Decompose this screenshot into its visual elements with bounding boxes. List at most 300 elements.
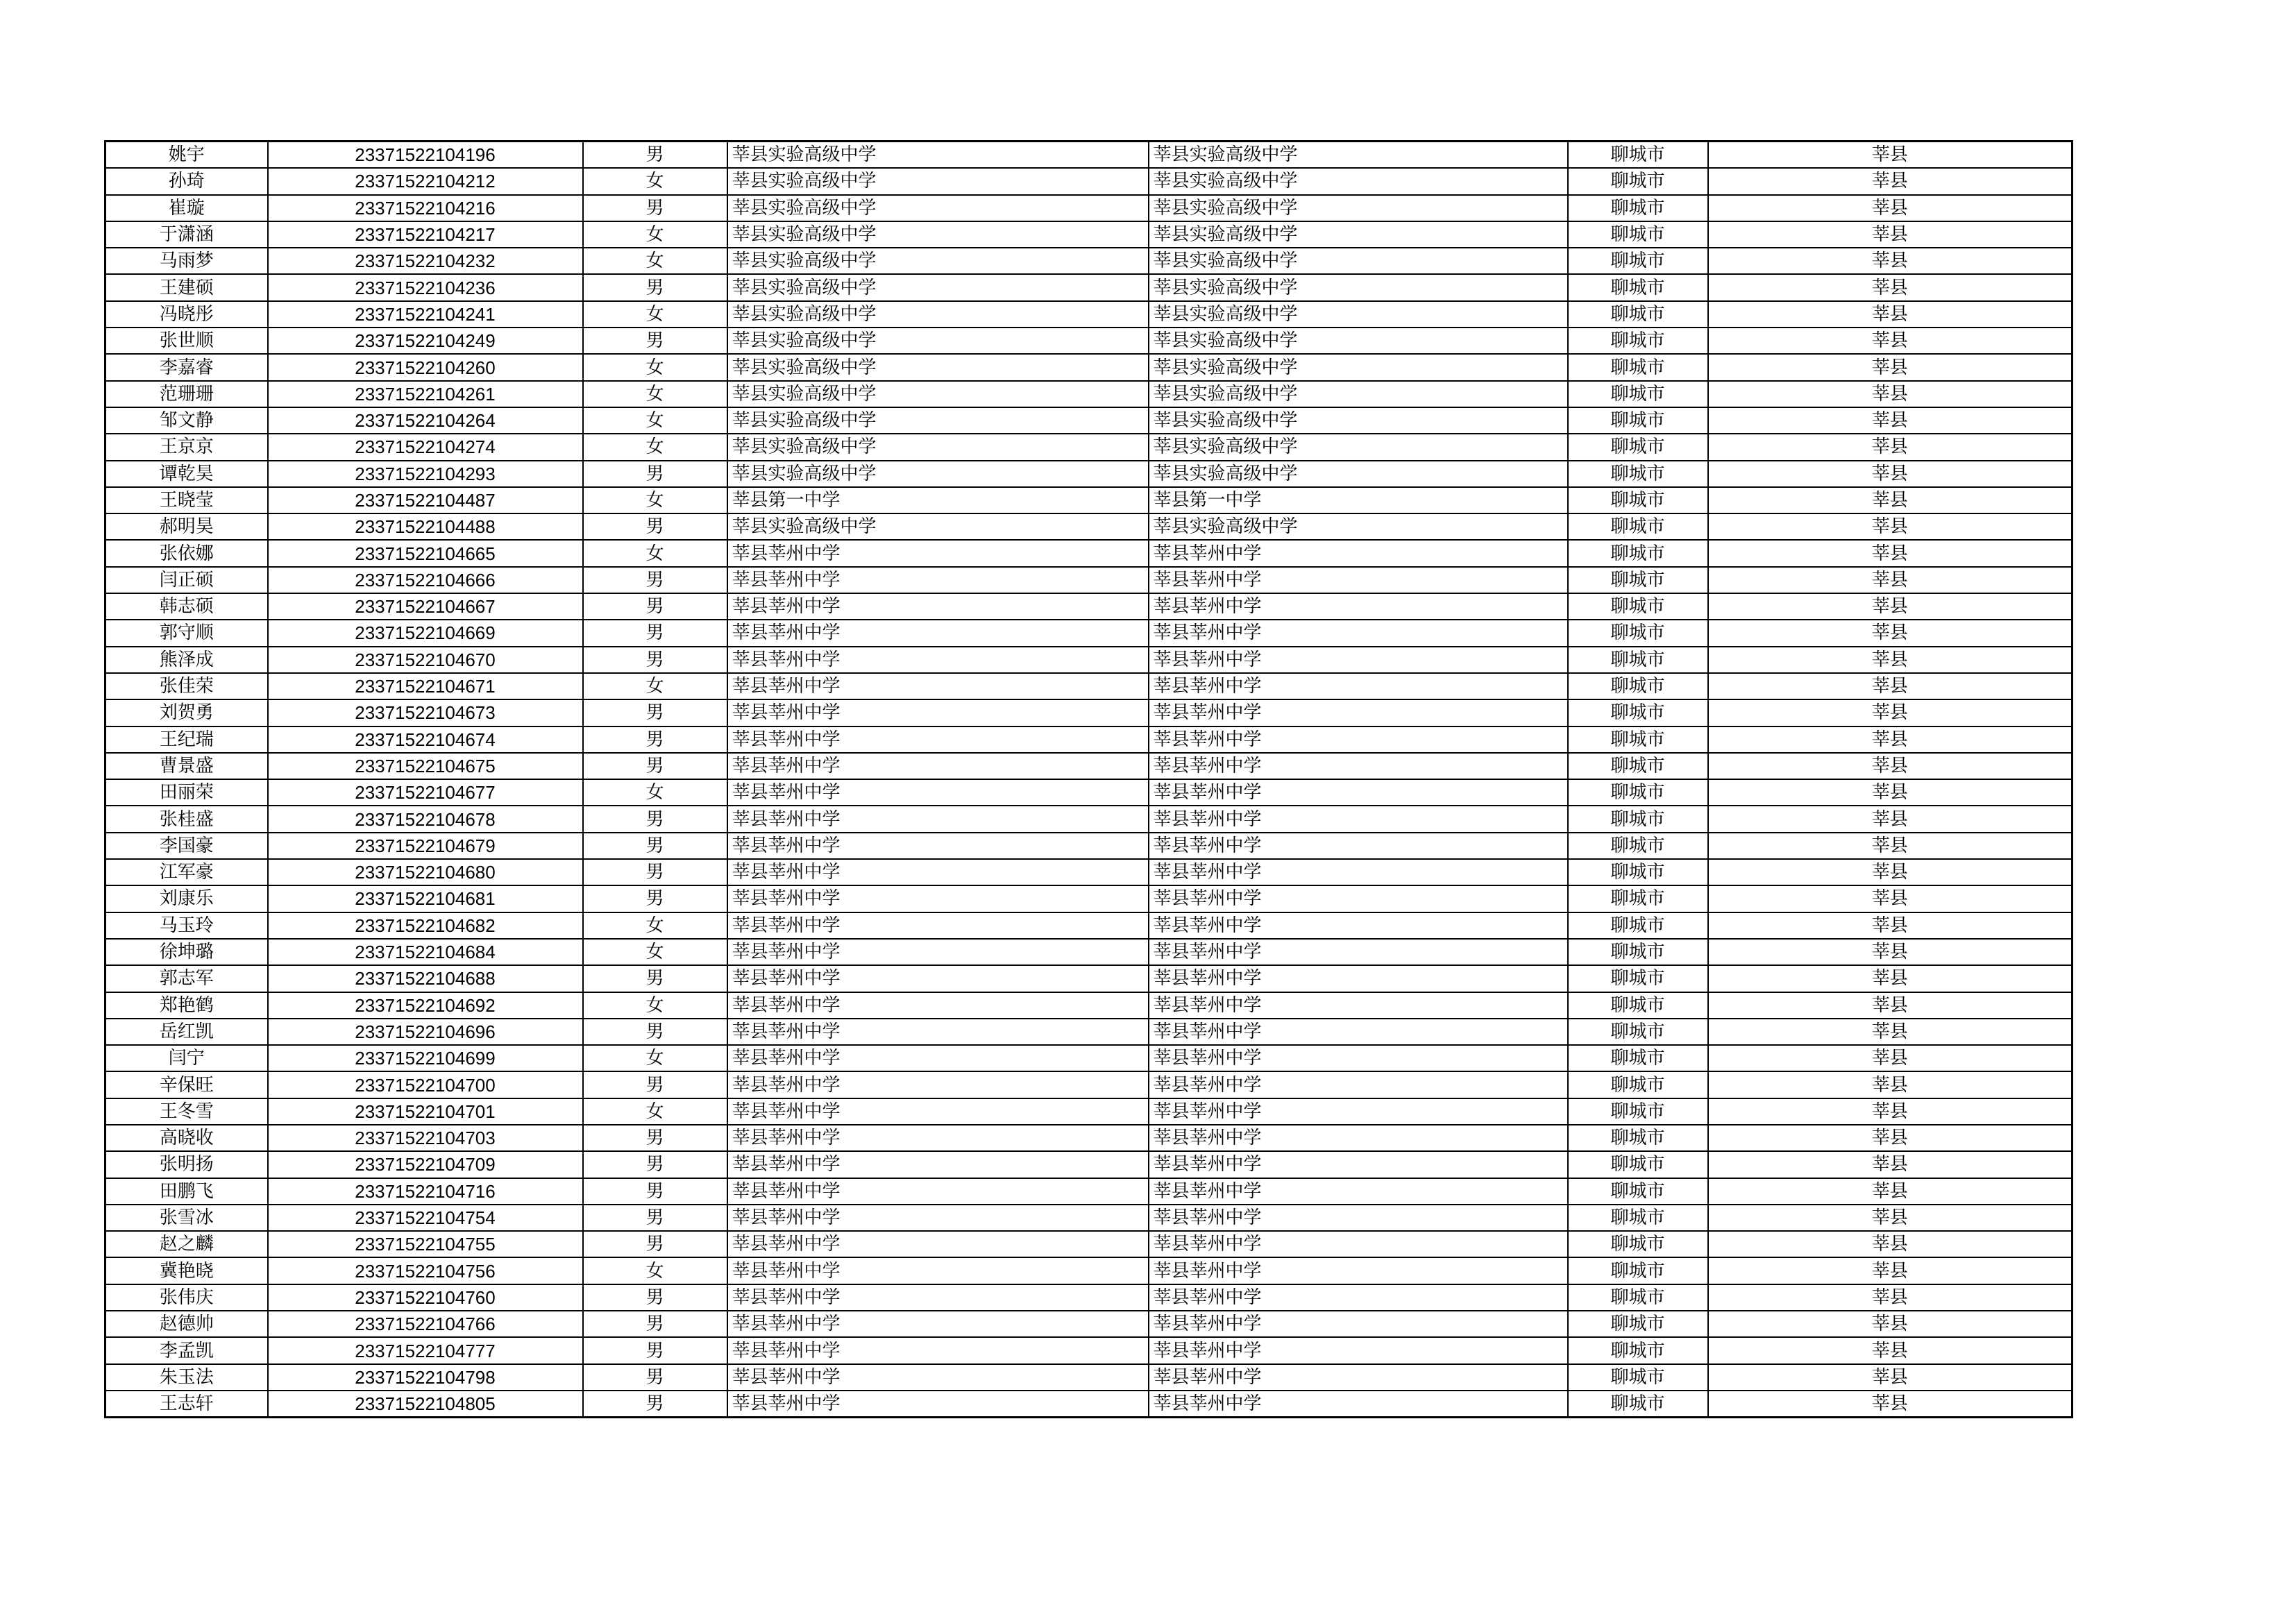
gender-cell: 男 (583, 1178, 727, 1205)
table-row (105, 1311, 2073, 1337)
student-name-cell: 田丽荣 (105, 779, 268, 806)
student-name-cell: 朱玉法 (105, 1364, 268, 1391)
exam-number-cell: 23371522104688 (268, 965, 583, 992)
school-cell: 莘县实验高级中学 (727, 221, 1149, 248)
exam-site-cell: 莘县莘州中学 (1149, 540, 1568, 566)
gender-cell: 男 (583, 620, 727, 646)
city-cell: 聊城市 (1568, 593, 1708, 620)
school-cell: 莘县莘州中学 (727, 1045, 1149, 1071)
exam-site-cell: 莘县实验高级中学 (1149, 354, 1568, 380)
exam-site-cell: 莘县莘州中学 (1149, 753, 1568, 779)
exam-site-cell: 莘县莘州中学 (1149, 1391, 1568, 1418)
gender-cell: 男 (583, 806, 727, 832)
exam-number-cell: 23371522104699 (268, 1045, 583, 1071)
city-cell: 聊城市 (1568, 1151, 1708, 1178)
exam-number-cell: 23371522104232 (268, 248, 583, 274)
table-row (105, 647, 2073, 673)
exam-number-cell: 23371522104680 (268, 859, 583, 885)
county-cell: 莘县 (1708, 1257, 2073, 1284)
school-cell: 莘县实验高级中学 (727, 328, 1149, 354)
student-name-cell: 韩志硕 (105, 593, 268, 620)
student-name-cell: 冀艳晓 (105, 1257, 268, 1284)
county-cell: 莘县 (1708, 221, 2073, 248)
county-cell: 莘县 (1708, 965, 2073, 992)
exam-site-cell: 莘县莘州中学 (1149, 912, 1568, 939)
exam-site-cell: 莘县莘州中学 (1149, 567, 1568, 593)
city-cell: 聊城市 (1568, 1337, 1708, 1363)
city-cell: 聊城市 (1568, 833, 1708, 859)
table-row (105, 487, 2073, 513)
city-cell: 聊城市 (1568, 1071, 1708, 1098)
gender-cell: 男 (583, 461, 727, 487)
gender-cell: 女 (583, 301, 727, 328)
exam-number-cell: 23371522104682 (268, 912, 583, 939)
exam-number-cell: 23371522104196 (268, 142, 583, 169)
exam-site-cell: 莘县莘州中学 (1149, 1045, 1568, 1071)
gender-cell: 男 (583, 753, 727, 779)
exam-number-cell: 23371522104716 (268, 1178, 583, 1205)
table-row (105, 620, 2073, 646)
table-row (105, 833, 2073, 859)
student-name-cell: 王建硕 (105, 274, 268, 300)
school-cell: 莘县实验高级中学 (727, 407, 1149, 434)
school-cell: 莘县莘州中学 (727, 567, 1149, 593)
exam-number-cell: 23371522104665 (268, 540, 583, 566)
gender-cell: 男 (583, 567, 727, 593)
school-cell: 莘县实验高级中学 (727, 142, 1149, 169)
exam-site-cell: 莘县实验高级中学 (1149, 407, 1568, 434)
student-name-cell: 高晓收 (105, 1125, 268, 1151)
school-cell: 莘县莘州中学 (727, 1019, 1149, 1045)
school-cell: 莘县莘州中学 (727, 1071, 1149, 1098)
county-cell: 莘县 (1708, 779, 2073, 806)
school-cell: 莘县实验高级中学 (727, 354, 1149, 380)
exam-number-cell: 23371522104777 (268, 1337, 583, 1363)
county-cell: 莘县 (1708, 1205, 2073, 1231)
county-cell: 莘县 (1708, 142, 2073, 169)
school-cell: 莘县莘州中学 (727, 1098, 1149, 1125)
table-row (105, 885, 2073, 912)
student-name-cell: 马雨梦 (105, 248, 268, 274)
exam-number-cell: 23371522104487 (268, 487, 583, 513)
gender-cell: 男 (583, 1337, 727, 1363)
school-cell: 莘县莘州中学 (727, 779, 1149, 806)
exam-site-cell: 莘县莘州中学 (1149, 1151, 1568, 1178)
exam-number-cell: 23371522104669 (268, 620, 583, 646)
student-name-cell: 王晓莹 (105, 487, 268, 513)
county-cell: 莘县 (1708, 195, 2073, 221)
gender-cell: 男 (583, 1231, 727, 1257)
school-cell: 莘县莘州中学 (727, 885, 1149, 912)
exam-site-cell: 莘县莘州中学 (1149, 699, 1568, 726)
exam-site-cell: 莘县莘州中学 (1149, 833, 1568, 859)
gender-cell: 女 (583, 248, 727, 274)
county-cell: 莘县 (1708, 806, 2073, 832)
city-cell: 聊城市 (1568, 434, 1708, 460)
exam-site-cell: 莘县实验高级中学 (1149, 195, 1568, 221)
table-row (105, 673, 2073, 699)
city-cell: 聊城市 (1568, 354, 1708, 380)
gender-cell: 男 (583, 833, 727, 859)
city-cell: 聊城市 (1568, 513, 1708, 540)
exam-site-cell: 莘县莘州中学 (1149, 620, 1568, 646)
student-name-cell: 闫正硕 (105, 567, 268, 593)
table-row (105, 1391, 2073, 1418)
city-cell: 聊城市 (1568, 567, 1708, 593)
county-cell: 莘县 (1708, 885, 2073, 912)
gender-cell: 女 (583, 434, 727, 460)
student-name-cell: 王纪瑞 (105, 726, 268, 753)
exam-number-cell: 23371522104236 (268, 274, 583, 300)
school-cell: 莘县莘州中学 (727, 673, 1149, 699)
school-cell: 莘县莘州中学 (727, 1337, 1149, 1363)
table-row (105, 1257, 2073, 1284)
exam-site-cell: 莘县莘州中学 (1149, 1071, 1568, 1098)
county-cell: 莘县 (1708, 567, 2073, 593)
table-row (105, 221, 2073, 248)
table-row (105, 912, 2073, 939)
table-row (105, 354, 2073, 380)
exam-site-cell: 莘县莘州中学 (1149, 1098, 1568, 1125)
school-cell: 莘县莘州中学 (727, 647, 1149, 673)
exam-number-cell: 23371522104701 (268, 1098, 583, 1125)
city-cell: 聊城市 (1568, 540, 1708, 566)
city-cell: 聊城市 (1568, 1231, 1708, 1257)
student-name-cell: 郝明昊 (105, 513, 268, 540)
table-row (105, 726, 2073, 753)
county-cell: 莘县 (1708, 620, 2073, 646)
exam-site-cell: 莘县莘州中学 (1149, 779, 1568, 806)
city-cell: 聊城市 (1568, 461, 1708, 487)
table-row (105, 753, 2073, 779)
table-row (105, 513, 2073, 540)
school-cell: 莘县莘州中学 (727, 726, 1149, 753)
school-cell: 莘县实验高级中学 (727, 195, 1149, 221)
exam-site-cell: 莘县实验高级中学 (1149, 274, 1568, 300)
table-row (105, 965, 2073, 992)
gender-cell: 男 (583, 1151, 727, 1178)
gender-cell: 女 (583, 407, 727, 434)
school-cell: 莘县实验高级中学 (727, 381, 1149, 407)
county-cell: 莘县 (1708, 1391, 2073, 1418)
school-cell: 莘县实验高级中学 (727, 461, 1149, 487)
exam-site-cell: 莘县莘州中学 (1149, 992, 1568, 1019)
exam-number-cell: 23371522104666 (268, 567, 583, 593)
exam-number-cell: 23371522104684 (268, 939, 583, 965)
student-name-cell: 王京京 (105, 434, 268, 460)
county-cell: 莘县 (1708, 328, 2073, 354)
gender-cell: 男 (583, 647, 727, 673)
county-cell: 莘县 (1708, 992, 2073, 1019)
school-cell: 莘县莘州中学 (727, 912, 1149, 939)
exam-site-cell: 莘县莘州中学 (1149, 1231, 1568, 1257)
exam-site-cell: 莘县莘州中学 (1149, 806, 1568, 832)
gender-cell: 男 (583, 699, 727, 726)
city-cell: 聊城市 (1568, 753, 1708, 779)
exam-number-cell: 23371522104264 (268, 407, 583, 434)
table-row (105, 992, 2073, 1019)
student-name-cell: 郭守顺 (105, 620, 268, 646)
student-name-cell: 闫宁 (105, 1045, 268, 1071)
student-name-cell: 张伟庆 (105, 1284, 268, 1311)
gender-cell: 女 (583, 939, 727, 965)
exam-site-cell: 莘县莘州中学 (1149, 1337, 1568, 1363)
school-cell: 莘县实验高级中学 (727, 248, 1149, 274)
exam-number-cell: 23371522104703 (268, 1125, 583, 1151)
school-cell: 莘县莘州中学 (727, 1311, 1149, 1337)
exam-number-cell: 23371522104216 (268, 195, 583, 221)
gender-cell: 女 (583, 779, 727, 806)
table-row (105, 1364, 2073, 1391)
exam-number-cell: 23371522104212 (268, 168, 583, 194)
table-row (105, 779, 2073, 806)
exam-number-cell: 23371522104681 (268, 885, 583, 912)
county-cell: 莘县 (1708, 1151, 2073, 1178)
student-name-cell: 田鹏飞 (105, 1178, 268, 1205)
table-row (105, 859, 2073, 885)
exam-site-cell: 莘县实验高级中学 (1149, 328, 1568, 354)
city-cell: 聊城市 (1568, 647, 1708, 673)
table-row (105, 407, 2073, 434)
school-cell: 莘县莘州中学 (727, 753, 1149, 779)
city-cell: 聊城市 (1568, 168, 1708, 194)
school-cell: 莘县莘州中学 (727, 1178, 1149, 1205)
city-cell: 聊城市 (1568, 1391, 1708, 1418)
exam-number-cell: 23371522104756 (268, 1257, 583, 1284)
student-name-cell: 孙琦 (105, 168, 268, 194)
exam-site-cell: 莘县莘州中学 (1149, 965, 1568, 992)
exam-site-cell: 莘县实验高级中学 (1149, 381, 1568, 407)
school-cell: 莘县莘州中学 (727, 1284, 1149, 1311)
gender-cell: 男 (583, 1284, 727, 1311)
gender-cell: 女 (583, 221, 727, 248)
student-name-cell: 江军豪 (105, 859, 268, 885)
city-cell: 聊城市 (1568, 1019, 1708, 1045)
exam-number-cell: 23371522104488 (268, 513, 583, 540)
student-name-cell: 赵德帅 (105, 1311, 268, 1337)
exam-site-cell: 莘县实验高级中学 (1149, 168, 1568, 194)
exam-number-cell: 23371522104217 (268, 221, 583, 248)
table-row (105, 1098, 2073, 1125)
county-cell: 莘县 (1708, 699, 2073, 726)
exam-number-cell: 23371522104678 (268, 806, 583, 832)
student-name-cell: 姚宇 (105, 142, 268, 169)
city-cell: 聊城市 (1568, 142, 1708, 169)
gender-cell: 男 (583, 513, 727, 540)
exam-number-cell: 23371522104274 (268, 434, 583, 460)
county-cell: 莘县 (1708, 1071, 2073, 1098)
gender-cell: 男 (583, 1311, 727, 1337)
county-cell: 莘县 (1708, 647, 2073, 673)
county-cell: 莘县 (1708, 912, 2073, 939)
student-name-cell: 郭志军 (105, 965, 268, 992)
gender-cell: 女 (583, 381, 727, 407)
table-row (105, 806, 2073, 832)
student-name-cell: 张桂盛 (105, 806, 268, 832)
gender-cell: 女 (583, 1098, 727, 1125)
city-cell: 聊城市 (1568, 1205, 1708, 1231)
gender-cell: 女 (583, 168, 727, 194)
county-cell: 莘县 (1708, 301, 2073, 328)
county-cell: 莘县 (1708, 673, 2073, 699)
county-cell: 莘县 (1708, 859, 2073, 885)
city-cell: 聊城市 (1568, 1125, 1708, 1151)
city-cell: 聊城市 (1568, 965, 1708, 992)
gender-cell: 女 (583, 1257, 727, 1284)
student-name-cell: 于潇涵 (105, 221, 268, 248)
county-cell: 莘县 (1708, 354, 2073, 380)
city-cell: 聊城市 (1568, 673, 1708, 699)
gender-cell: 女 (583, 540, 727, 566)
student-name-cell: 冯晓彤 (105, 301, 268, 328)
school-cell: 莘县实验高级中学 (727, 301, 1149, 328)
county-cell: 莘县 (1708, 540, 2073, 566)
school-cell: 莘县莘州中学 (727, 833, 1149, 859)
city-cell: 聊城市 (1568, 912, 1708, 939)
gender-cell: 女 (583, 1045, 727, 1071)
school-cell: 莘县莘州中学 (727, 1364, 1149, 1391)
county-cell: 莘县 (1708, 1311, 2073, 1337)
table-row (105, 1125, 2073, 1151)
school-cell: 莘县莘州中学 (727, 1257, 1149, 1284)
exam-site-cell: 莘县莘州中学 (1149, 1364, 1568, 1391)
student-name-cell: 马玉玲 (105, 912, 268, 939)
city-cell: 聊城市 (1568, 248, 1708, 274)
county-cell: 莘县 (1708, 939, 2073, 965)
school-cell: 莘县莘州中学 (727, 992, 1149, 1019)
student-name-cell: 李孟凯 (105, 1337, 268, 1363)
city-cell: 聊城市 (1568, 779, 1708, 806)
exam-number-cell: 23371522104760 (268, 1284, 583, 1311)
city-cell: 聊城市 (1568, 1178, 1708, 1205)
table-row (105, 168, 2073, 194)
table-row (105, 1231, 2073, 1257)
student-name-cell: 张依娜 (105, 540, 268, 566)
city-cell: 聊城市 (1568, 195, 1708, 221)
student-name-cell: 张佳荣 (105, 673, 268, 699)
exam-number-cell: 23371522104670 (268, 647, 583, 673)
table-row (105, 1151, 2073, 1178)
exam-site-cell: 莘县莘州中学 (1149, 1125, 1568, 1151)
gender-cell: 女 (583, 992, 727, 1019)
gender-cell: 男 (583, 1071, 727, 1098)
exam-number-cell: 23371522104671 (268, 673, 583, 699)
exam-site-cell: 莘县实验高级中学 (1149, 434, 1568, 460)
county-cell: 莘县 (1708, 487, 2073, 513)
gender-cell: 男 (583, 1125, 727, 1151)
county-cell: 莘县 (1708, 1231, 2073, 1257)
exam-site-cell: 莘县莘州中学 (1149, 593, 1568, 620)
county-cell: 莘县 (1708, 1284, 2073, 1311)
city-cell: 聊城市 (1568, 620, 1708, 646)
exam-number-cell: 23371522104766 (268, 1311, 583, 1337)
exam-site-cell: 莘县莘州中学 (1149, 1257, 1568, 1284)
county-cell: 莘县 (1708, 753, 2073, 779)
county-cell: 莘县 (1708, 593, 2073, 620)
city-cell: 聊城市 (1568, 301, 1708, 328)
county-cell: 莘县 (1708, 434, 2073, 460)
student-name-cell: 谭乾昊 (105, 461, 268, 487)
table-row (105, 699, 2073, 726)
school-cell: 莘县莘州中学 (727, 699, 1149, 726)
county-cell: 莘县 (1708, 1178, 2073, 1205)
exam-number-cell: 23371522104679 (268, 833, 583, 859)
exam-site-cell: 莘县莘州中学 (1149, 1019, 1568, 1045)
school-cell: 莘县实验高级中学 (727, 274, 1149, 300)
student-roster-table (104, 140, 2073, 1418)
exam-site-cell: 莘县莘州中学 (1149, 673, 1568, 699)
city-cell: 聊城市 (1568, 699, 1708, 726)
gender-cell: 男 (583, 195, 727, 221)
gender-cell: 男 (583, 726, 727, 753)
gender-cell: 男 (583, 885, 727, 912)
gender-cell: 男 (583, 593, 727, 620)
school-cell: 莘县实验高级中学 (727, 168, 1149, 194)
exam-number-cell: 23371522104677 (268, 779, 583, 806)
student-name-cell: 曹景盛 (105, 753, 268, 779)
county-cell: 莘县 (1708, 1337, 2073, 1363)
exam-site-cell: 莘县莘州中学 (1149, 1205, 1568, 1231)
table-row (105, 1337, 2073, 1363)
student-name-cell: 张雪冰 (105, 1205, 268, 1231)
exam-number-cell: 23371522104692 (268, 992, 583, 1019)
exam-site-cell: 莘县莘州中学 (1149, 859, 1568, 885)
student-name-cell: 王志轩 (105, 1391, 268, 1418)
exam-site-cell: 莘县实验高级中学 (1149, 221, 1568, 248)
student-name-cell: 刘康乐 (105, 885, 268, 912)
school-cell: 莘县莘州中学 (727, 620, 1149, 646)
county-cell: 莘县 (1708, 726, 2073, 753)
exam-site-cell: 莘县实验高级中学 (1149, 301, 1568, 328)
exam-number-cell: 23371522104293 (268, 461, 583, 487)
table-row (105, 540, 2073, 566)
roster-body (105, 142, 2073, 1418)
table-row (105, 328, 2073, 354)
table-row (105, 461, 2073, 487)
table-row (105, 434, 2073, 460)
city-cell: 聊城市 (1568, 1098, 1708, 1125)
exam-number-cell: 23371522104260 (268, 354, 583, 380)
exam-number-cell: 23371522104700 (268, 1071, 583, 1098)
exam-number-cell: 23371522104674 (268, 726, 583, 753)
county-cell: 莘县 (1708, 1098, 2073, 1125)
student-name-cell: 徐坤璐 (105, 939, 268, 965)
table-row (105, 1071, 2073, 1098)
county-cell: 莘县 (1708, 274, 2073, 300)
city-cell: 聊城市 (1568, 939, 1708, 965)
table-row (105, 142, 2073, 169)
exam-site-cell: 莘县实验高级中学 (1149, 142, 1568, 169)
exam-number-cell: 23371522104754 (268, 1205, 583, 1231)
exam-number-cell: 23371522104241 (268, 301, 583, 328)
student-name-cell: 郑艳鹤 (105, 992, 268, 1019)
school-cell: 莘县莘州中学 (727, 1231, 1149, 1257)
exam-site-cell: 莘县莘州中学 (1149, 939, 1568, 965)
school-cell: 莘县莘州中学 (727, 1151, 1149, 1178)
student-name-cell: 王冬雪 (105, 1098, 268, 1125)
student-name-cell: 李国豪 (105, 833, 268, 859)
table-row (105, 301, 2073, 328)
school-cell: 莘县莘州中学 (727, 939, 1149, 965)
exam-number-cell: 23371522104805 (268, 1391, 583, 1418)
student-name-cell: 邹文静 (105, 407, 268, 434)
table-row (105, 195, 2073, 221)
exam-site-cell: 莘县莘州中学 (1149, 1284, 1568, 1311)
table-row (105, 1205, 2073, 1231)
school-cell: 莘县莘州中学 (727, 540, 1149, 566)
city-cell: 聊城市 (1568, 992, 1708, 1019)
school-cell: 莘县莘州中学 (727, 806, 1149, 832)
